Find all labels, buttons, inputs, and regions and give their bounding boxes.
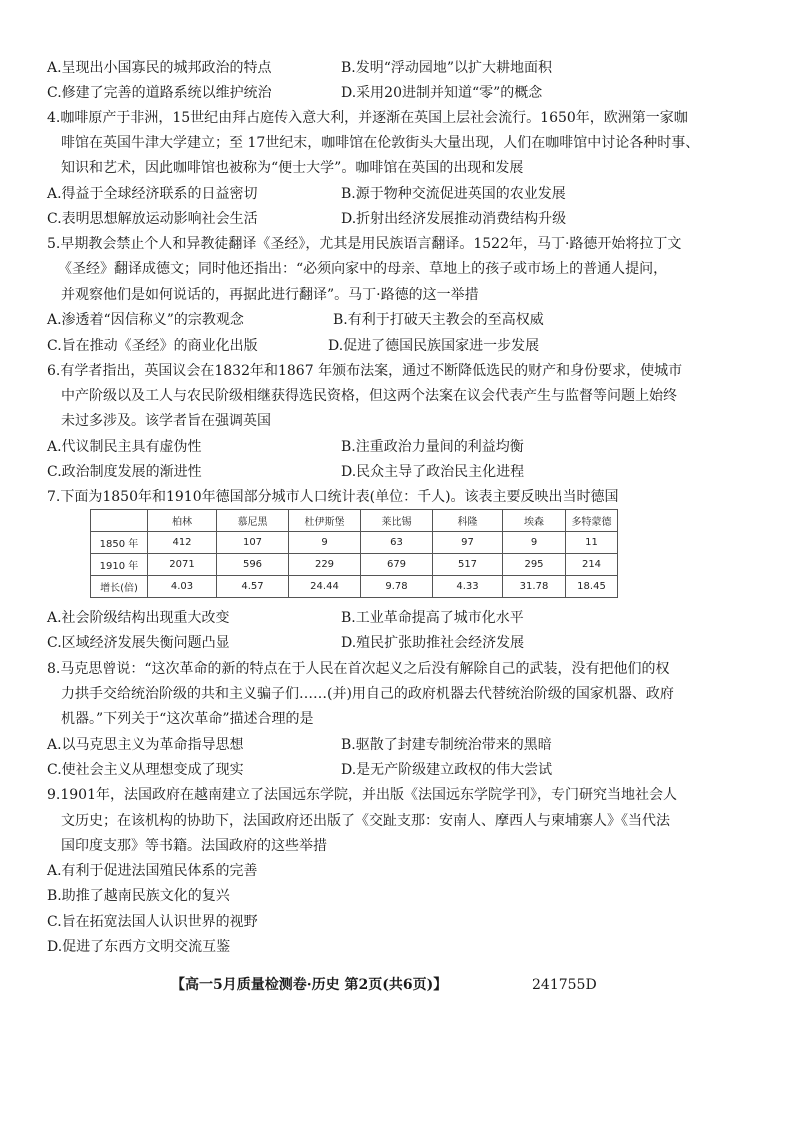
q5-stem-line-3: 并观察他们是如何说话的，再据此进行翻译”。马丁·路德的这一举措 xyxy=(61,287,479,303)
q5-option-b: B.有利于打破天主教会的至高权威 xyxy=(333,312,544,328)
table-cell: 107 xyxy=(217,532,289,554)
q5-stem-line-1: 5.早期教会禁止个人和异教徒翻译《圣经》，尤其是用民族语言翻译。1522年，马丁·路德开始将拉丁文 xyxy=(47,236,682,252)
q9-option-d: D.促进了东西方文明交流互鉴 xyxy=(47,939,231,955)
table-row xyxy=(91,554,618,576)
q8-stem-line-3: 机器。”下列关于“这次革命”描述合理的是 xyxy=(61,711,314,727)
q5-option-a: A.渗透着“因信称义”的宗教观念 xyxy=(47,312,244,328)
q8-option-b: B.驱散了封建专制统治带来的黑暗 xyxy=(341,737,552,753)
table-row-header: 1910 年 xyxy=(91,554,148,576)
q5-option-c: C.旨在推动《圣经》的商业化出版 xyxy=(47,338,258,354)
table-header-cell: 莱比锡 xyxy=(361,510,433,532)
table-cell: 214 xyxy=(566,554,618,576)
table-cell: 97 xyxy=(433,532,503,554)
table-cell: 11 xyxy=(566,532,618,554)
table-row-header: 增长(倍) xyxy=(91,576,148,598)
footer-code: 241755D xyxy=(532,977,597,993)
q7-option-c: C.区域经济发展失衡问题凸显 xyxy=(47,635,230,651)
q4-option-c: C.表明思想解放运动影响社会生活 xyxy=(47,211,258,227)
q6-option-c: C.政治制度发展的渐进性 xyxy=(47,464,202,480)
q5-stem-line-2: 《圣经》翻译成德文；同时他还指出：“必须向家中的母亲、草地上的孩子或市场上的普通人提问， xyxy=(58,261,668,277)
table-cell: 4.33 xyxy=(433,576,503,598)
population-table xyxy=(90,509,618,598)
table-header-cell: 慕尼黑 xyxy=(217,510,289,532)
table-cell: 596 xyxy=(217,554,289,576)
q7-option-d: D.殖民扩张助推社会经济发展 xyxy=(341,635,525,651)
table-cell: 295 xyxy=(503,554,566,576)
q7-option-a: A.社会阶级结构出现重大改变 xyxy=(47,610,230,626)
q4-stem-line-3: 知识和艺术，因此咖啡馆也被称为“便士大学”。咖啡馆在英国的出现和发展 xyxy=(61,160,524,176)
q4-option-a: A.得益于全球经济联系的日益密切 xyxy=(47,186,258,202)
q5-option-d: D.促进了德国民族国家进一步发展 xyxy=(328,338,540,354)
table-cell: 9 xyxy=(503,532,566,554)
q3-option-d: D.采用20进制并知道“零”的概念 xyxy=(341,85,543,101)
q7-stem-line-1: 7.下面为1850年和1910年德国部分城市人口统计表(单位：千人)。该表主要反映出当时德国 xyxy=(47,489,619,505)
table-cell: 18.45 xyxy=(566,576,618,598)
q9-option-b: B.助推了越南民族文化的复兴 xyxy=(47,888,230,904)
table-row-header: 1850 年 xyxy=(91,532,148,554)
q8-option-a: A.以马克思主义为革命指导思想 xyxy=(47,737,244,753)
q6-stem-line-1: 6.有学者指出，英国议会在1832年和1867 年颁布法案，通过不断降低选民的财产和身份要求，使城市 xyxy=(47,363,683,379)
q4-option-d: D.折射出经济发展推动消费结构升级 xyxy=(341,211,567,227)
table-header-cell: 杜伊斯堡 xyxy=(289,510,361,532)
table-cell: 517 xyxy=(433,554,503,576)
q6-option-b: B.注重政治力量间的利益均衡 xyxy=(341,439,524,455)
table-row xyxy=(91,532,618,554)
table-header-cell: 多特蒙德 xyxy=(566,510,618,532)
q3-option-a: A.呈现出小国寡民的城邦政治的特点 xyxy=(47,60,272,76)
q4-stem-line-2: 啡馆在英国牛津大学建立；至 17世纪末，咖啡馆在伦敦街头大量出现，人们在咖啡馆中讨论各种时事、 xyxy=(61,135,700,151)
q6-option-d: D.民众主导了政治民主化进程 xyxy=(341,464,525,480)
footer-title: 【高一5月质量检测卷·历史 第2页(共6页)】 xyxy=(171,977,448,993)
table-header-cell: 埃森 xyxy=(503,510,566,532)
page-footer xyxy=(0,975,793,995)
q7-option-b: B.工业革命提高了城市化水平 xyxy=(341,610,524,626)
table-header-cell xyxy=(91,510,148,532)
q9-option-c: C.旨在拓宽法国人认识世界的视野 xyxy=(47,914,258,930)
q8-stem-line-1: 8.马克思曾说：“这次革命的新的特点在于人民在首次起义之后没有解除自己的武装，没有把他们的权 xyxy=(47,661,670,677)
q4-option-b: B.源于物种交流促进英国的农业发展 xyxy=(341,186,566,202)
table-cell: 9 xyxy=(289,532,361,554)
q6-option-a: A.代议制民主具有虚伪性 xyxy=(47,439,202,455)
q9-stem-line-2: 文历史；在该机构的协助下，法国政府还出版了《交趾支那：安南人、摩西人与柬埔寨人》《当代法 xyxy=(61,813,670,829)
table-cell: 2071 xyxy=(148,554,217,576)
table-cell: 4.57 xyxy=(217,576,289,598)
table-cell: 9.78 xyxy=(361,576,433,598)
q9-stem-line-1: 9.1901年，法国政府在越南建立了法国远东学院，并出版《法国远东学院学刊》，专门研究当地社会人 xyxy=(47,787,677,803)
q8-option-d: D.是无产阶级建立政权的伟大尝试 xyxy=(341,762,553,778)
q9-stem-line-3: 国印度支那》等书籍。法国政府的这些举措 xyxy=(61,838,327,854)
table-cell: 24.44 xyxy=(289,576,361,598)
table-cell: 412 xyxy=(148,532,217,554)
table-header-cell: 柏林 xyxy=(148,510,217,532)
table-cell: 31.78 xyxy=(503,576,566,598)
q8-option-c: C.使社会主义从理想变成了现实 xyxy=(47,762,244,778)
table-cell: 63 xyxy=(361,532,433,554)
q6-stem-line-3: 未过多涉及。该学者旨在强调英国 xyxy=(61,413,271,429)
q4-stem-line-1: 4.咖啡原产于非洲，15世纪由拜占庭传入意大利，并逐渐在英国上层社会流行。1650年，欧洲第一家咖 xyxy=(47,110,688,126)
q3-option-b: B.发明“浮动园地”以扩大耕地面积 xyxy=(341,60,553,76)
table-header-row xyxy=(91,510,618,532)
table-cell: 4.03 xyxy=(148,576,217,598)
q8-stem-line-2: 力拱手交给统治阶级的共和主义骗子们……(并)用自己的政府机器去代替统治阶级的国家机器、政府 xyxy=(61,686,674,702)
table-row xyxy=(91,576,618,598)
table-cell: 229 xyxy=(289,554,361,576)
q3-option-c: C.修建了完善的道路系统以维护统治 xyxy=(47,85,272,101)
q9-option-a: A.有利于促进法国殖民体系的完善 xyxy=(47,863,258,879)
table-cell: 679 xyxy=(361,554,433,576)
table-header-cell: 科隆 xyxy=(433,510,503,532)
q6-stem-line-2: 中产阶级以及工人与农民阶级相继获得选民资格，但这两个法案在议会代表产生与监督等问题上始终 xyxy=(61,388,677,404)
